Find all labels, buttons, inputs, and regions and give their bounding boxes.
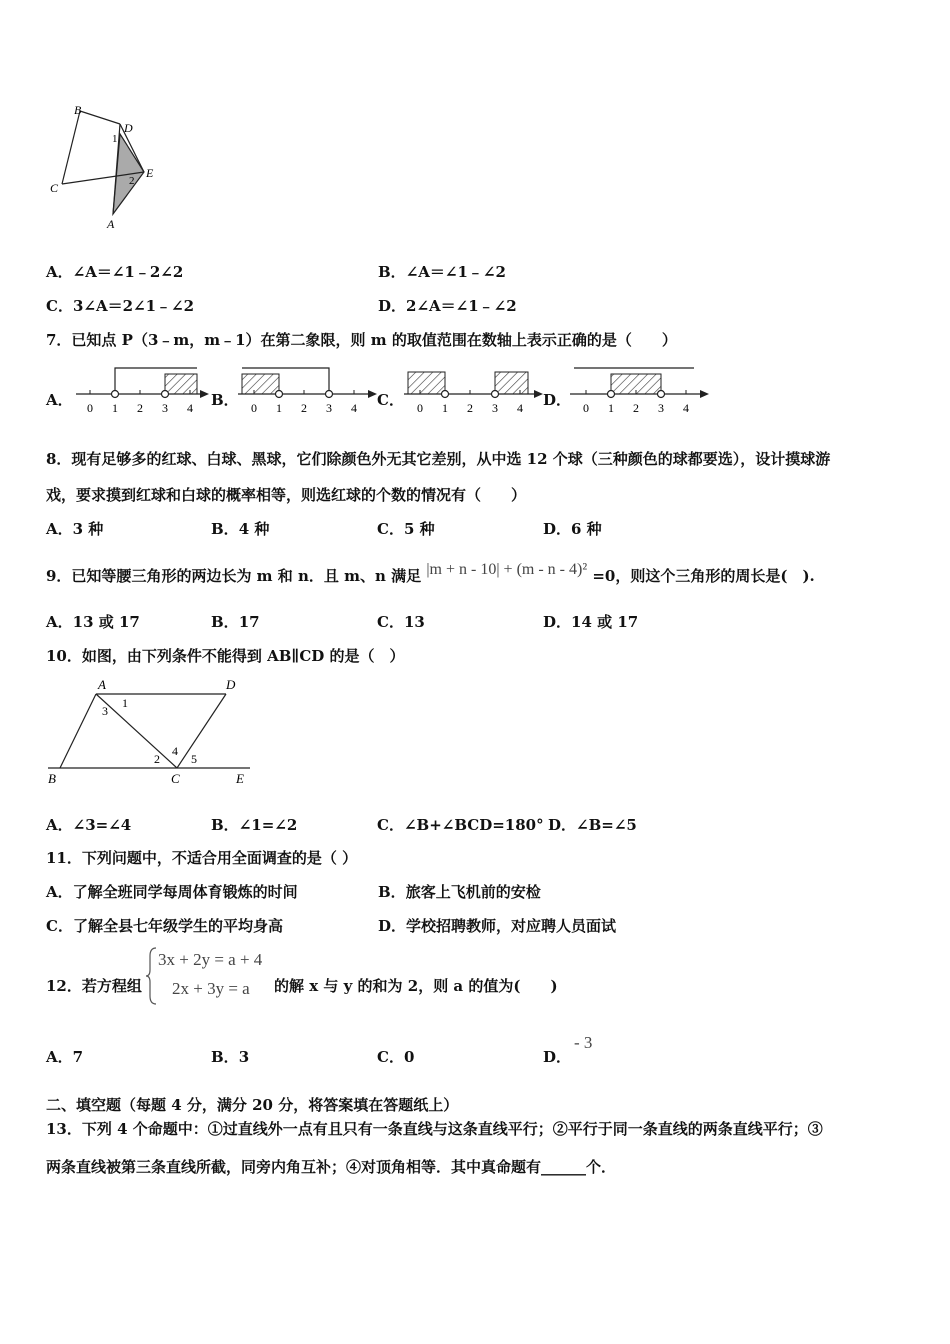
label-e: E bbox=[146, 166, 154, 180]
label-c: C bbox=[171, 771, 180, 786]
q10-stem: 10．如图，由下列条件不能得到 AB∥CD 的是（ ） bbox=[46, 647, 405, 665]
label-1: 1 bbox=[112, 133, 118, 145]
q12-equation-1: 3x + 2y = a + 4 bbox=[158, 950, 263, 969]
q10-option-b[interactable]: B．∠1=∠2 bbox=[211, 816, 298, 834]
line-ac bbox=[96, 694, 177, 768]
q12-equation-2: 2x + 3y = a bbox=[172, 979, 250, 998]
q10-figure bbox=[40, 673, 260, 788]
angle-1: 1 bbox=[122, 696, 128, 710]
svg-text:2: 2 bbox=[633, 401, 639, 415]
svg-text:2: 2 bbox=[301, 401, 307, 415]
q7-number-line-d[interactable] bbox=[568, 360, 712, 420]
segment-bd bbox=[80, 111, 120, 124]
q8-option-a[interactable]: A．3 种 bbox=[46, 520, 104, 538]
q7-option-d-letter[interactable]: D． bbox=[543, 391, 572, 409]
q6-figure bbox=[40, 98, 170, 238]
angle-3: 3 bbox=[102, 704, 108, 718]
q7-option-a-letter[interactable]: A． bbox=[46, 391, 73, 409]
q8-stem-line2: 戏，要求摸到红球和白球的概率相等，则选红球的个数的情况有（ ） bbox=[46, 486, 527, 504]
q6-option-d[interactable]: D．2∠A＝∠1﹣∠2 bbox=[378, 297, 517, 315]
label-a: A bbox=[98, 677, 106, 692]
q12-option-b[interactable]: B．3 bbox=[211, 1048, 250, 1066]
svg-text:0: 0 bbox=[417, 401, 423, 415]
svg-text:2: 2 bbox=[467, 401, 473, 415]
q7-number-line-b[interactable] bbox=[236, 360, 380, 420]
q9-stem: 9．已知等腰三角形的两边长为 m 和 n．且 m、n 满足 |m + n - 10| + (m - n - 4)² =0，则这个三角形的周长是( ). bbox=[46, 561, 815, 585]
label-2: 2 bbox=[129, 175, 135, 187]
q6-option-b[interactable]: B．∠A＝∠1﹣∠2 bbox=[378, 263, 506, 281]
line-ab bbox=[60, 694, 96, 768]
svg-text:0: 0 bbox=[583, 401, 589, 415]
q8-option-b[interactable]: B．4 种 bbox=[211, 520, 270, 538]
q11-stem: 11．下列问题中，不适合用全面调查的是（ ） bbox=[46, 849, 358, 867]
svg-text:4: 4 bbox=[517, 401, 523, 415]
q9-option-c[interactable]: C．13 bbox=[377, 613, 425, 631]
q13-line1: 13．下列 4 个命题中：①过直线外一点有且只有一条直线与这条直线平行；②平行于同一条直线的两条直线平行；③ bbox=[46, 1120, 823, 1138]
q12-stem-pre: 12．若方程组 bbox=[46, 977, 142, 995]
q12-option-c[interactable]: C．0 bbox=[377, 1048, 415, 1066]
q8-option-d[interactable]: D．6 种 bbox=[543, 520, 602, 538]
svg-text:3: 3 bbox=[492, 401, 498, 415]
angle-4: 4 bbox=[172, 744, 178, 758]
q9-option-a[interactable]: A．13 或 17 bbox=[46, 613, 140, 631]
svg-text:3: 3 bbox=[658, 401, 664, 415]
q10-option-c[interactable]: C．∠B+∠BCD=180° bbox=[377, 816, 544, 834]
label-d: D bbox=[124, 121, 133, 135]
q7-number-line-c[interactable] bbox=[402, 360, 546, 420]
segment-bc bbox=[62, 111, 80, 184]
svg-text:2: 2 bbox=[137, 401, 143, 415]
q11-option-a[interactable]: A．了解全班同学每周体育锻炼的时间 bbox=[46, 883, 298, 901]
svg-text:4: 4 bbox=[187, 401, 193, 415]
svg-text:1: 1 bbox=[442, 401, 448, 415]
svg-text:1: 1 bbox=[276, 401, 282, 415]
q12-option-a[interactable]: A．7 bbox=[46, 1048, 84, 1066]
q7-stem: 7．已知点 P（3﹣m，m﹣1）在第二象限，则 m 的取值范围在数轴上表示正确的是（ ） bbox=[46, 331, 677, 349]
svg-text:0: 0 bbox=[251, 401, 257, 415]
q6-option-a[interactable]: A．∠A＝∠1﹣2∠2 bbox=[46, 263, 184, 281]
q11-option-b[interactable]: B．旅客上飞机前的安检 bbox=[378, 883, 541, 901]
label-b: B bbox=[48, 771, 56, 786]
svg-text:1: 1 bbox=[112, 401, 118, 415]
svg-text:4: 4 bbox=[683, 401, 689, 415]
label-a: A bbox=[107, 217, 115, 231]
q12-stem-post: 的解 x 与 y 的和为 2，则 a 的值为( ) bbox=[274, 977, 558, 995]
q12-option-d[interactable]: D． bbox=[543, 1048, 572, 1066]
svg-text:3: 3 bbox=[326, 401, 332, 415]
q8-option-c[interactable]: C．5 种 bbox=[377, 520, 435, 538]
svg-text:1: 1 bbox=[608, 401, 614, 415]
label-c: C bbox=[50, 181, 59, 195]
section-2-title: 二、填空题（每题 4 分，满分 20 分，将答案填在答题纸上） bbox=[46, 1096, 459, 1114]
line-cd bbox=[177, 694, 226, 768]
q6-option-c[interactable]: C．3∠A＝2∠1﹣∠2 bbox=[46, 297, 195, 315]
q11-option-d[interactable]: D．学校招聘教师，对应聘人员面试 bbox=[378, 917, 617, 935]
q10-option-d[interactable]: D．∠B=∠5 bbox=[548, 816, 637, 834]
svg-text:3: 3 bbox=[162, 401, 168, 415]
angle-5: 5 bbox=[191, 752, 197, 766]
q10-option-a[interactable]: A．∠3=∠4 bbox=[46, 816, 132, 834]
q9-option-b[interactable]: B．17 bbox=[211, 613, 260, 631]
q7-option-b-letter[interactable]: B． bbox=[211, 391, 239, 409]
q13-line2: 两条直线被第三条直线所截，同旁内角互补；④对顶角相等．其中真命题有______个． bbox=[46, 1158, 617, 1176]
svg-text:0: 0 bbox=[87, 401, 93, 415]
label-b: B bbox=[74, 103, 82, 117]
q9-option-d[interactable]: D．14 或 17 bbox=[543, 613, 639, 631]
angle-2: 2 bbox=[154, 752, 160, 766]
q8-stem-line1: 8．现有足够多的红球、白球、黑球，它们除颜色外无其它差别，从中选 12 个球（三种颜色的球都要选），设计摸球游 bbox=[46, 450, 831, 468]
q9-formula: |m + n - 10| + (m - n - 4)² bbox=[426, 561, 588, 578]
q7-number-line-a[interactable] bbox=[72, 360, 212, 420]
svg-text:4: 4 bbox=[351, 401, 357, 415]
label-d: D bbox=[226, 677, 236, 692]
q12-option-d-value: - 3 bbox=[574, 1033, 593, 1052]
label-e: E bbox=[236, 771, 244, 786]
q11-option-c[interactable]: C．了解全县七年级学生的平均身高 bbox=[46, 917, 283, 935]
q7-option-c-letter[interactable]: C． bbox=[377, 391, 404, 409]
